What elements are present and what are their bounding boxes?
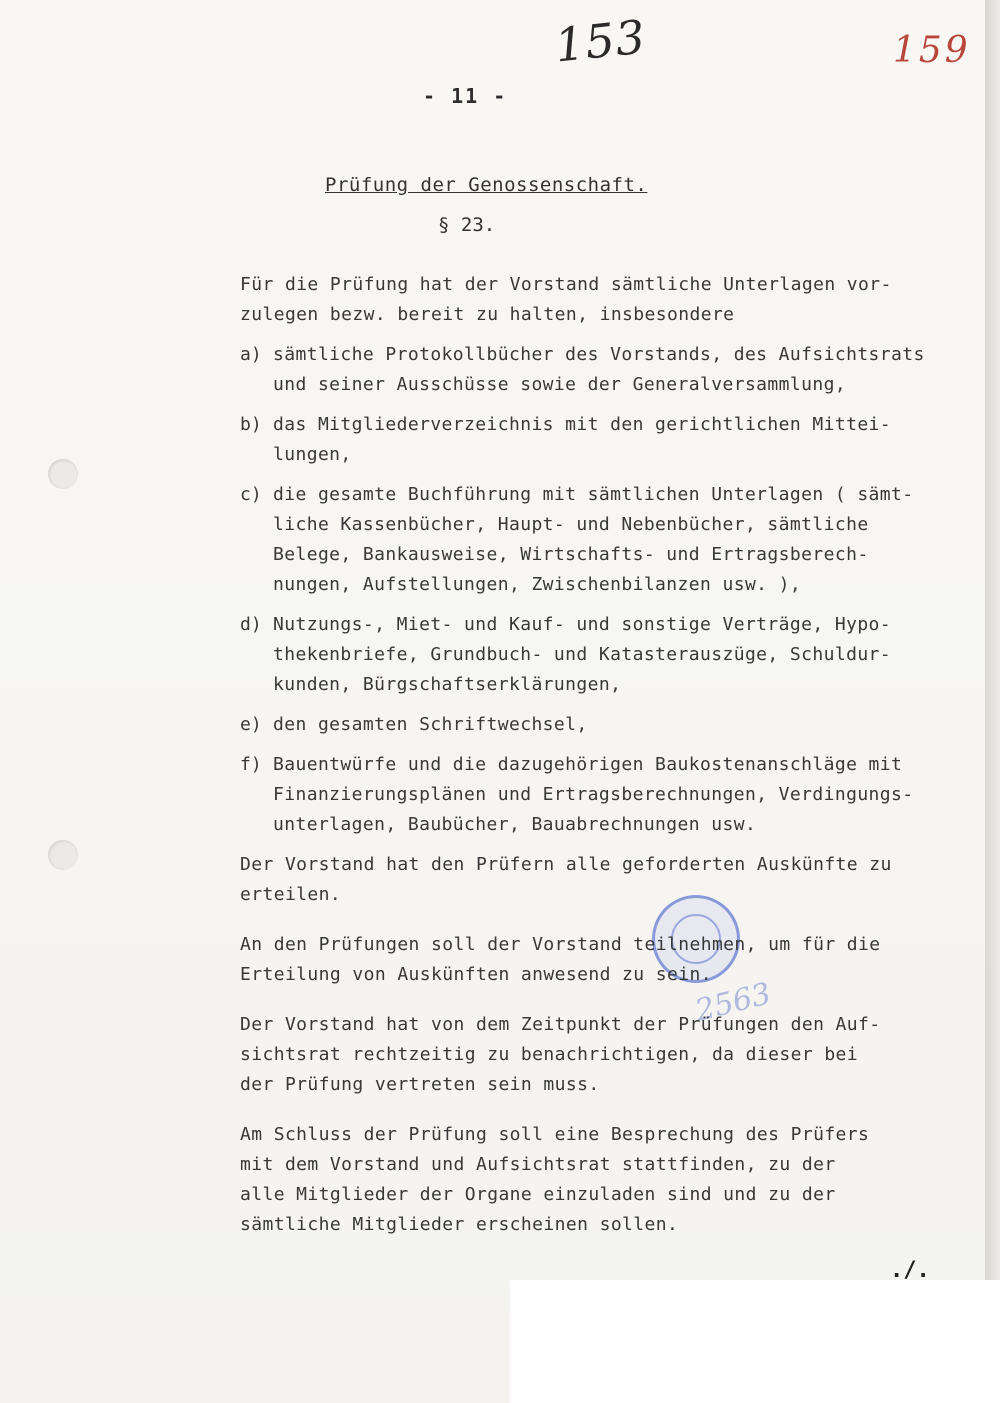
item-line: unterlagen, Baubücher, Bauabrechnungen usw.: [273, 814, 757, 835]
item-label: b): [240, 414, 262, 435]
page-number: - 11 -: [423, 84, 508, 108]
punch-hole: [48, 840, 78, 870]
item-line: sämtliche Protokollbücher des Vorstands, des Aufsichtsrats: [273, 344, 925, 365]
item-label: a): [240, 344, 262, 365]
stamp-number: 2563: [691, 976, 775, 1029]
handwritten-folio-number: 153: [552, 9, 649, 73]
item-line: thekenbriefe, Grundbuch- und Katasterauszüge, Schuldur-: [273, 644, 892, 665]
paragraph-line: An den Prüfungen soll der Vorstand teilnehmen, um für die: [240, 934, 881, 955]
paragraph-line: sämtliche Mitglieder erscheinen sollen.: [240, 1214, 679, 1235]
item-line: die gesamte Buchführung mit sämtlichen Unterlagen ( sämt-: [273, 484, 914, 505]
section-title: Prüfung der Genossenschaft.: [325, 174, 648, 196]
paragraph-line: Der Vorstand hat den Prüfern alle geforderten Auskünfte zu: [240, 854, 892, 875]
item-line: liche Kassenbücher, Haupt- und Nebenbücher, sämtliche: [273, 514, 869, 535]
paragraph-line: alle Mitglieder der Organe einzuladen sind und zu der: [240, 1184, 836, 1205]
continuation-mark: ./.: [890, 1258, 930, 1283]
item-label: e): [240, 714, 262, 735]
item-line: kunden, Bürgschaftserklärungen,: [273, 674, 622, 695]
paragraph-line: Der Vorstand hat von dem Zeitpunkt der Prüfungen den Auf-: [240, 1014, 881, 1035]
item-label: c): [240, 484, 262, 505]
item-line: Bauentwürfe und die dazugehörigen Baukostenanschläge mit: [273, 754, 903, 775]
page-edge: [985, 0, 1000, 1403]
paragraph-line: der Prüfung vertreten sein muss.: [240, 1074, 600, 1095]
item-line: den gesamten Schriftwechsel,: [273, 714, 588, 735]
paragraph-line: mit dem Vorstand und Aufsichtsrat stattfinden, zu der: [240, 1154, 836, 1175]
item-line: nungen, Aufstellungen, Zwischenbilanzen usw. ),: [273, 574, 802, 595]
item-label: d): [240, 614, 262, 635]
punch-hole: [48, 459, 78, 489]
blank-corner: [510, 1280, 1000, 1403]
item-line: Belege, Bankausweise, Wirtschafts- und Ertragsberech-: [273, 544, 869, 565]
item-line: lungen,: [273, 444, 352, 465]
paragraph-line: sichtsrat rechtzeitig zu benachrichtigen, da dieser bei: [240, 1044, 859, 1065]
paragraph-line: Am Schluss der Prüfung soll eine Besprechung des Prüfers: [240, 1124, 870, 1145]
item-line: das Mitgliederverzeichnis mit den gerichtlichen Mittei-: [273, 414, 892, 435]
item-line: und seiner Ausschüsse sowie der Generalversammlung,: [273, 374, 847, 395]
item-line: Finanzierungsplänen und Ertragsberechnungen, Verdingungs-: [273, 784, 914, 805]
paragraph-line: Erteilung von Auskünften anwesend zu sein.: [240, 964, 712, 985]
intro-line: zulegen bezw. bereit zu halten, insbesondere: [240, 304, 735, 325]
paragraph-line: erteilen.: [240, 884, 342, 905]
section-number: § 23.: [438, 214, 496, 236]
intro-line: Für die Prüfung hat der Vorstand sämtliche Unterlagen vor-: [240, 274, 892, 295]
item-line: Nutzungs-, Miet- und Kauf- und sonstige Verträge, Hypo-: [273, 614, 892, 635]
item-label: f): [240, 754, 262, 775]
handwritten-red-number: 159: [893, 30, 971, 71]
